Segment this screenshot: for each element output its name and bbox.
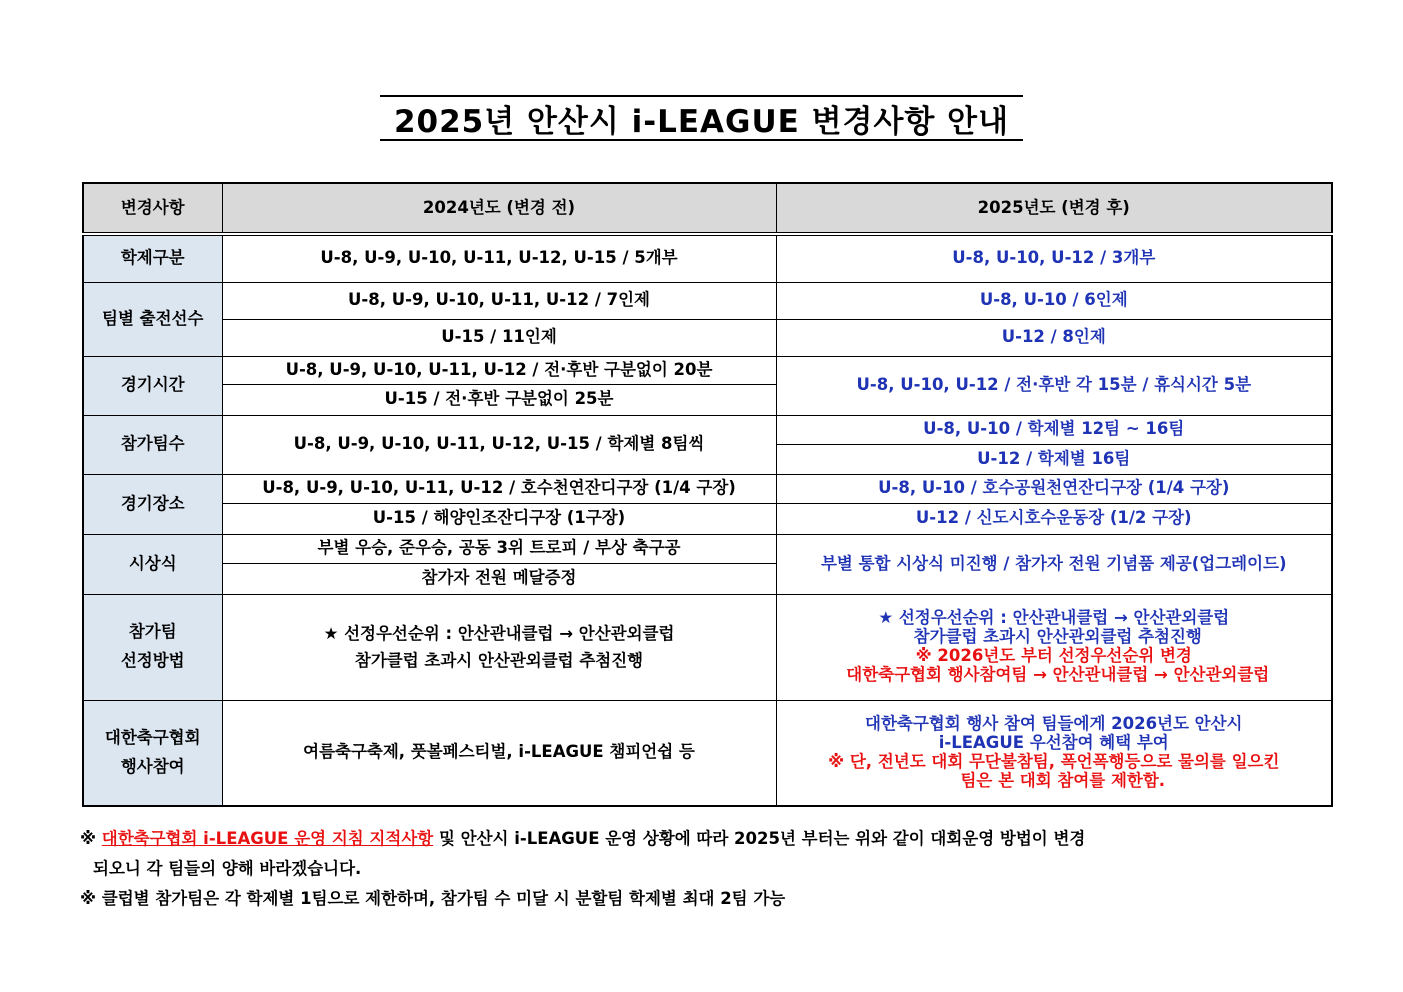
row-category: 참가팀수 — [83, 415, 222, 474]
row-category: 대한축구협회 행사참여 — [83, 700, 222, 806]
row-after: U-8, U-10, U-12 / 전·후반 각 15분 / 휴식시간 5분 — [776, 356, 1332, 415]
table-row — [83, 700, 1332, 806]
table-row — [83, 534, 1332, 563]
row-category: 경기장소 — [83, 474, 222, 534]
row-before: U-8, U-9, U-10, U-11, U-12 / 호수천연잔디구장 (1/4 구장) — [222, 474, 776, 503]
row-after: U-12 / 8인제 — [776, 319, 1332, 356]
row-after: U-8, U-10 / 6인제 — [776, 282, 1332, 319]
row-category: 팀별 출전선수 — [83, 282, 222, 356]
row-category: 경기시간 — [83, 356, 222, 415]
row-before: U-8, U-9, U-10, U-11, U-12, U-15 / 5개부 — [222, 234, 776, 282]
title-box — [380, 95, 1023, 141]
header-after: 2025년도 (변경 후) — [776, 183, 1332, 234]
row-before: 부별 우승, 준우승, 공동 3위 트로피 / 부상 축구공 — [222, 534, 776, 563]
row-before: ★ 선정우선순위 : 안산관내클럽 → 안산관외클럽 참가클럽 초과시 안산관외클럽 추첨진행 — [222, 594, 776, 700]
row-before: U-15 / 해양인조잔디구장 (1구장) — [222, 503, 776, 534]
table-row — [83, 356, 1332, 384]
header-category: 변경사항 — [83, 183, 222, 234]
row-category: 시상식 — [83, 534, 222, 594]
note-1 — [80, 824, 1340, 854]
row-before: U-8, U-9, U-10, U-11, U-12, U-15 / 학제별 8팀씩 — [222, 415, 776, 474]
table-row — [83, 503, 1332, 534]
notes — [80, 824, 1340, 914]
row-before: U-15 / 11인제 — [222, 319, 776, 356]
row-before: 여름축구축제, 풋볼페스티벌, i-LEAGUE 챔피언쉽 등 — [222, 700, 776, 806]
table-row — [83, 415, 1332, 444]
row-before: 참가자 전원 메달증정 — [222, 563, 776, 594]
note-mark: ※ — [80, 829, 97, 848]
row-after: ★ 선정우선순위 : 안산관내클럽 → 안산관외클럽 참가클럽 초과시 안산관외클럽 추첨진행 ※ 2026년도 부터 선정우선순위 변경 대한축구협회 행사참여팀 → 안산관내클럽 → 안산관외클럽 — [776, 594, 1332, 700]
row-after: U-8, U-10 / 호수공원천연잔디구장 (1/4 구장) — [776, 474, 1332, 503]
row-category: 참가팀 선정방법 — [83, 594, 222, 700]
table-row — [83, 594, 1332, 700]
row-after: 부별 통합 시상식 미진행 / 참가자 전원 기념품 제공(업그레이드) — [776, 534, 1332, 594]
table-row — [83, 234, 1332, 282]
row-after: U-12 / 신도시호수운동장 (1/2 구장) — [776, 503, 1332, 534]
table-row — [83, 319, 1332, 356]
changes-table — [82, 182, 1333, 807]
row-after: U-8, U-10, U-12 / 3개부 — [776, 234, 1332, 282]
note-2: ※ 클럽별 참가팀은 각 학제별 1팀으로 제한하며, 참가팀 수 미달 시 분할팀 학제별 최대 2팀 가능 — [80, 889, 786, 908]
note-1-continued: 되오니 각 팀들의 양해 바라겠습니다. — [93, 859, 362, 878]
header-before: 2024년도 (변경 전) — [222, 183, 776, 234]
row-after: U-8, U-10 / 학제별 12팀 ~ 16팀 — [776, 415, 1332, 444]
note-highlight: 대한축구협회 i-LEAGUE 운영 지침 지적사항 — [101, 829, 434, 848]
table-row — [83, 474, 1332, 503]
row-before: U-15 / 전·후반 구분없이 25분 — [222, 384, 776, 415]
row-before: U-8, U-9, U-10, U-11, U-12 / 전·후반 구분없이 20분 — [222, 356, 776, 384]
table-row — [83, 282, 1332, 319]
row-before: U-8, U-9, U-10, U-11, U-12 / 7인제 — [222, 282, 776, 319]
page-title: 2025년 안산시 i-LEAGUE 변경사항 안내 — [393, 103, 1010, 140]
table-header-row — [83, 183, 1332, 234]
row-after: 대한축구협회 행사 참여 팀들에게 2026년도 안산시 i-LEAGUE 우선참여 혜택 부여 ※ 단, 전년도 대회 무단불참팀, 폭언폭행등으로 물의를 일으킨 팀은 본 대회 참여를 제한함. — [776, 700, 1332, 806]
row-after: U-12 / 학제별 16팀 — [776, 444, 1332, 474]
note-text: 및 안산시 i-LEAGUE 운영 상황에 따라 2025년 부터는 위와 같이 대회운영 방법이 변경 — [438, 829, 1086, 848]
row-category: 학제구분 — [83, 234, 222, 282]
